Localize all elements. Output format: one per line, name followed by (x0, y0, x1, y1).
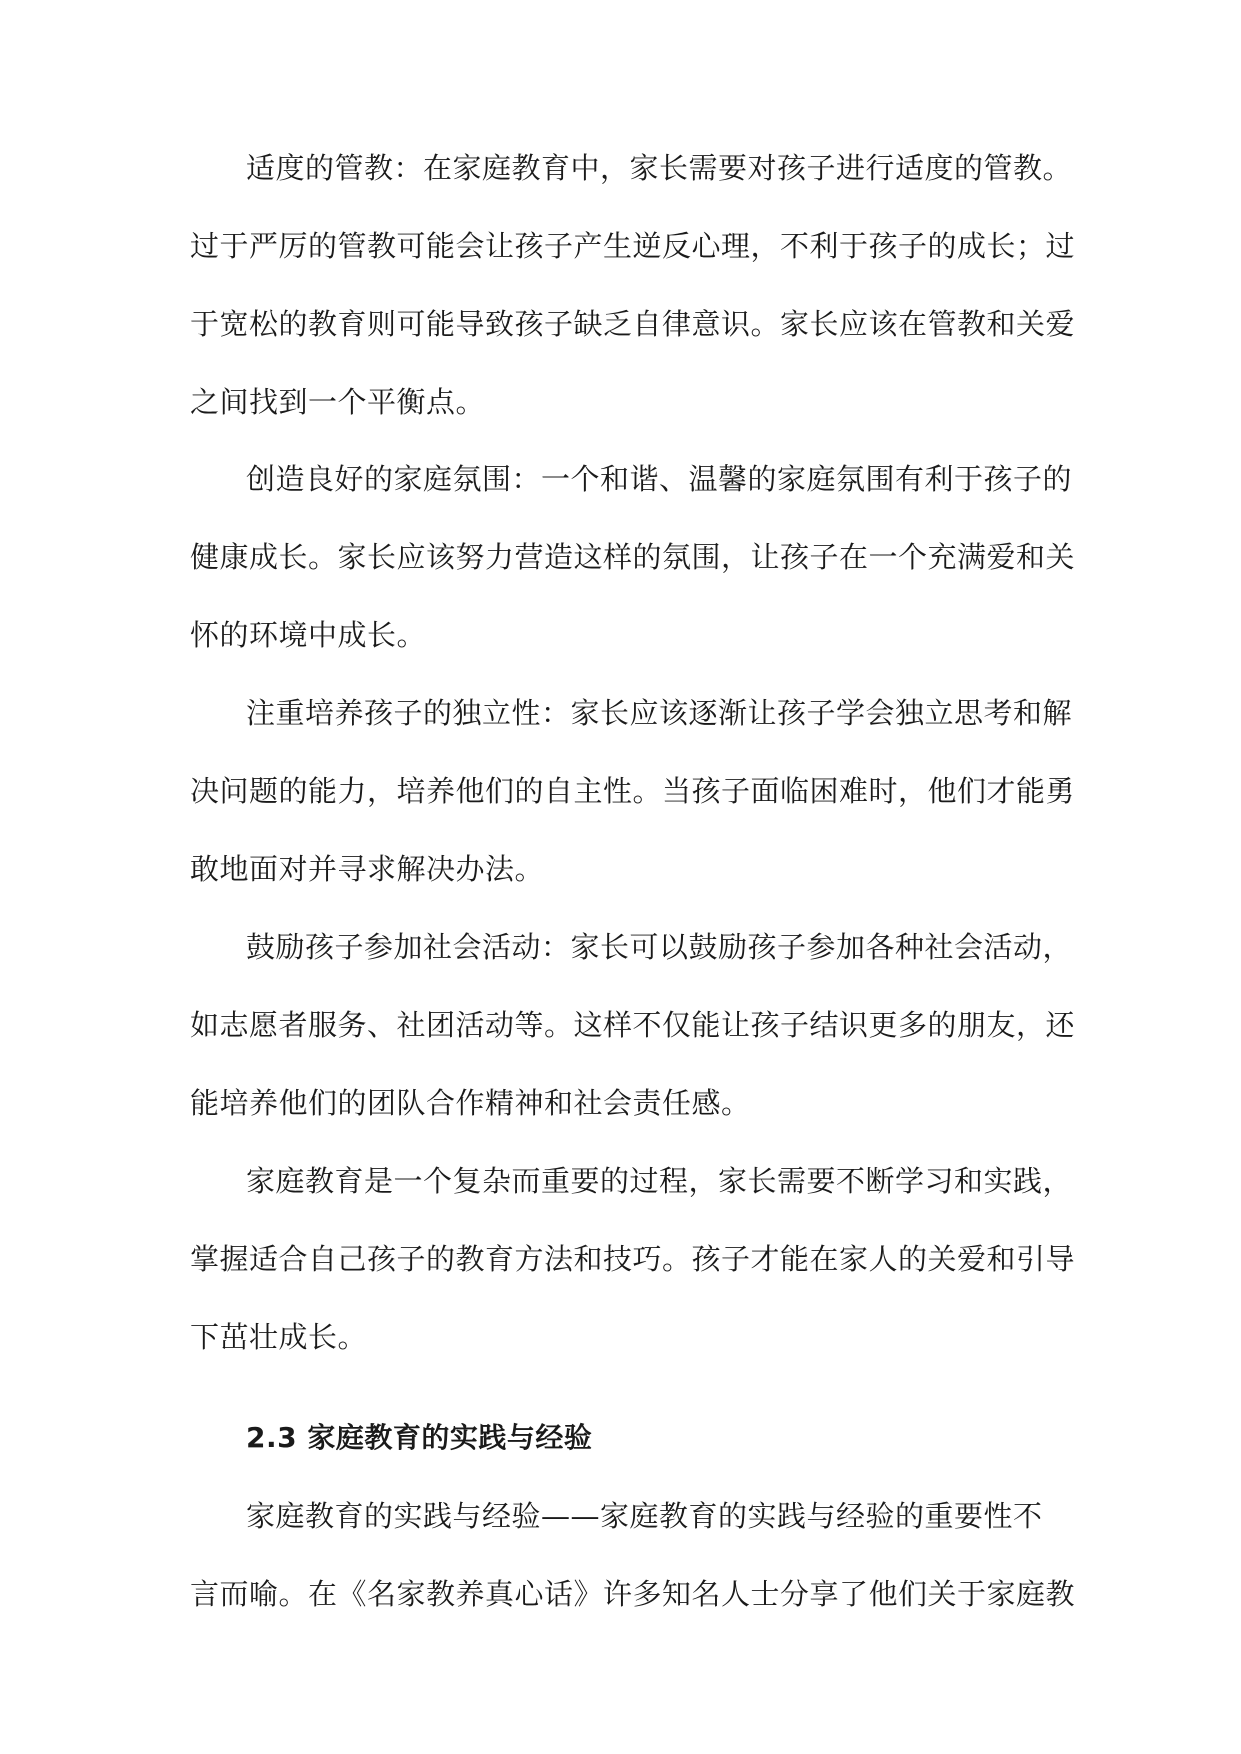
section-heading: 2.3 家庭教育的实践与经验 (246, 1421, 593, 1454)
paragraph-line: 于宽松的教育则可能导致孩子缺乏自律意识。家长应该在管教和关爱 (190, 307, 1076, 341)
paragraph-line: 创造良好的家庭氛围：一个和谐、温馨的家庭氛围有利于孩子的 (246, 462, 1073, 496)
paragraph-line: 过于严厉的管教可能会让孩子产生逆反心理，不利于孩子的成长；过 (190, 229, 1076, 263)
paragraph-line: 怀的环境中成长。 (190, 618, 427, 652)
paragraph-line: 如志愿者服务、社团活动等。这样不仅能让孩子结识更多的朋友，还 (190, 1008, 1076, 1042)
paragraph-line: 掌握适合自己孩子的教育方法和技巧。孩子才能在家人的关爱和引导 (190, 1242, 1076, 1276)
paragraph-line: 注重培养孩子的独立性：家长应该逐渐让孩子学会独立思考和解 (246, 696, 1073, 730)
paragraph-line: 之间找到一个平衡点。 (190, 385, 486, 419)
paragraph-line: 健康成长。家长应该努力营造这样的氛围，让孩子在一个充满爱和关 (190, 540, 1076, 574)
paragraph-line: 家庭教育是一个复杂而重要的过程，家长需要不断学习和实践， (246, 1164, 1073, 1198)
paragraph-line: 能培养他们的团队合作精神和社会责任感。 (190, 1086, 751, 1120)
paragraph-line: 适度的管教：在家庭教育中，家长需要对孩子进行适度的管教。 (246, 151, 1073, 185)
paragraph-line: 家庭教育的实践与经验——家庭教育的实践与经验的重要性不 (246, 1499, 1043, 1533)
paragraph-line: 下茁壮成长。 (190, 1320, 368, 1354)
paragraph-line: 敢地面对并寻求解决办法。 (190, 852, 545, 886)
paragraph-line: 鼓励孩子参加社会活动：家长可以鼓励孩子参加各种社会活动， (246, 930, 1073, 964)
paragraph-line: 言而喻。在《名家教养真心话》许多知名人士分享了他们关于家庭教 (190, 1577, 1076, 1611)
paragraph-line: 决问题的能力，培养他们的自主性。当孩子面临困难时，他们才能勇 (190, 774, 1076, 808)
